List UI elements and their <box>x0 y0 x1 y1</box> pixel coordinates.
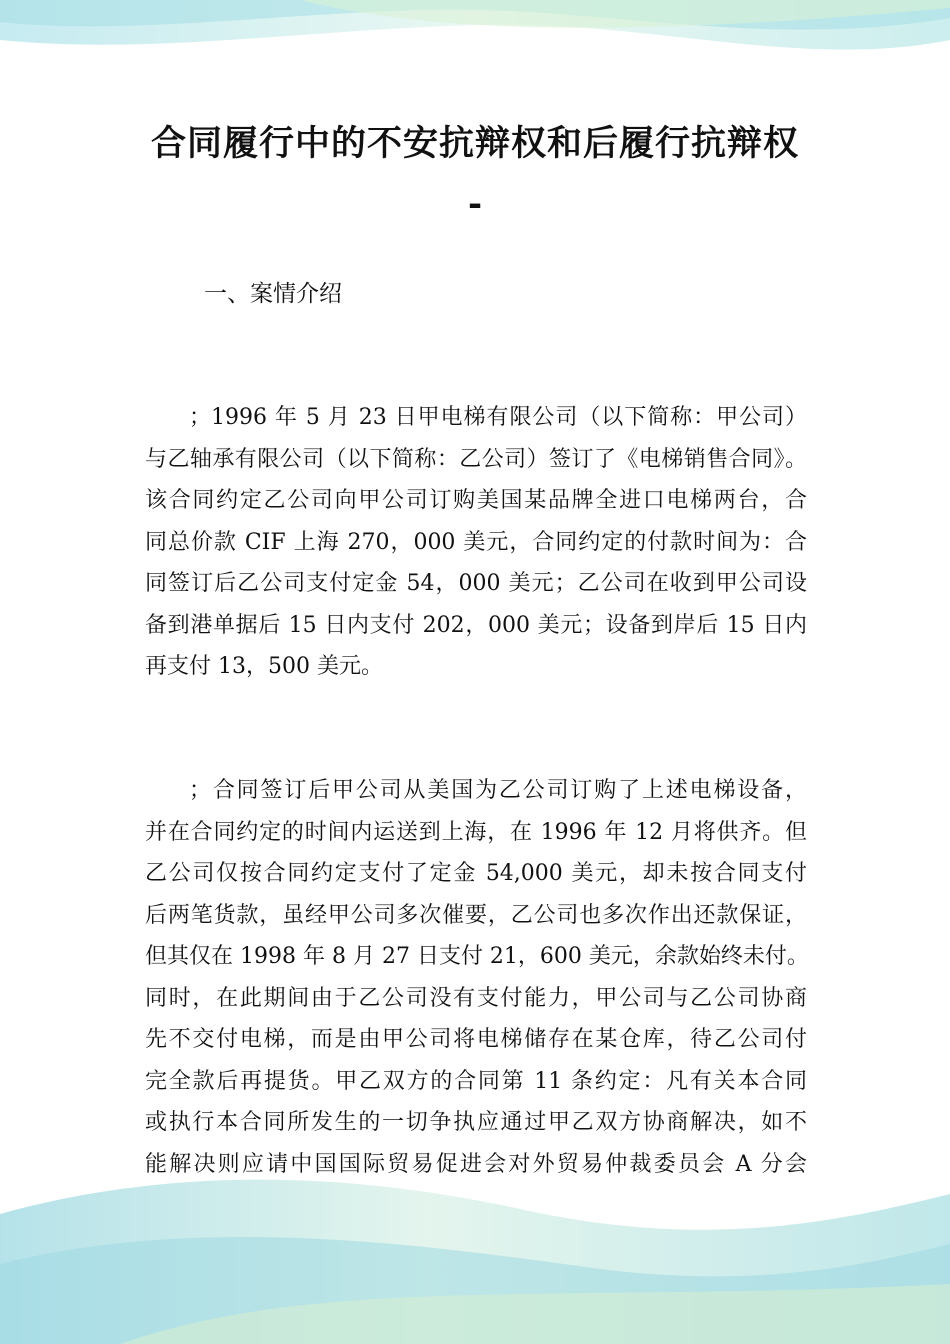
paragraph-line: 再支付 13，500 美元。 <box>145 654 383 679</box>
document-title: 合同履行中的不安抗辩权和后履行抗辩权 <box>150 123 799 164</box>
paragraph-line: 同签订后乙公司支付定金 54，000 美元；乙公司在收到甲公司设 <box>145 571 807 596</box>
paragraph-line: 同总价款 CIF 上海 270，000 美元，合同约定的付款时间为：合 <box>145 529 807 555</box>
paragraph-line: 后两笔货款，虽经甲公司多次催要，乙公司也多次作出还款保证， <box>145 902 807 928</box>
paragraph-case-background <box>145 397 807 688</box>
paragraph-line: 同时，在此期间由于乙公司没有支付能力，甲公司与乙公司协商 <box>145 985 807 1011</box>
paragraph-line: ；1996 年 5 月 23 日甲电梯有限公司（以下简称：甲公司） <box>189 405 807 430</box>
paragraph-line: 或执行本合同所发生的一切争执应通过甲乙双方协商解决，如不 <box>145 1110 807 1135</box>
paragraph-line: 与乙轴承有限公司（以下简称：乙公司）签订了《电梯销售合同》。 <box>145 446 807 472</box>
paragraph-line: 但其仅在 1998 年 8 月 27 日支付 21，600 美元，余款始终未付。 <box>145 944 809 969</box>
paragraph-line: 并在合同约定的时间内运送到上海，在 1996 年 12 月将供齐。但 <box>145 819 807 845</box>
paragraph-line: 备到港单据后 15 日内支付 202，000 美元；设备到岸后 15 日内 <box>145 612 807 638</box>
paragraph-line: 完全款后再提货。甲乙双方的合同第 11 条约定：凡有关本合同 <box>145 1068 807 1094</box>
paragraph-line: 该合同约定乙公司向甲公司订购美国某品牌全进口电梯两台，合 <box>145 488 807 513</box>
document-title-suffix: - <box>467 184 483 224</box>
paragraph-line: 乙公司仅按合同约定支付了定金 54,000 美元，却未按合同支付 <box>145 861 807 886</box>
paragraph-line: 能解决则应请中国国际贸易促进会对外贸易仲裁委员会 A 分会 <box>145 1151 807 1177</box>
paragraph-case-performance <box>145 770 807 1185</box>
section-heading: 一、案情介绍 <box>204 281 342 307</box>
paragraph-line: ；合同签订后甲公司从美国为乙公司订购了上述电梯设备， <box>189 778 807 803</box>
paragraph-line: 先不交付电梯，而是由甲公司将电梯储存在某仓库，待乙公司付 <box>145 1027 807 1052</box>
